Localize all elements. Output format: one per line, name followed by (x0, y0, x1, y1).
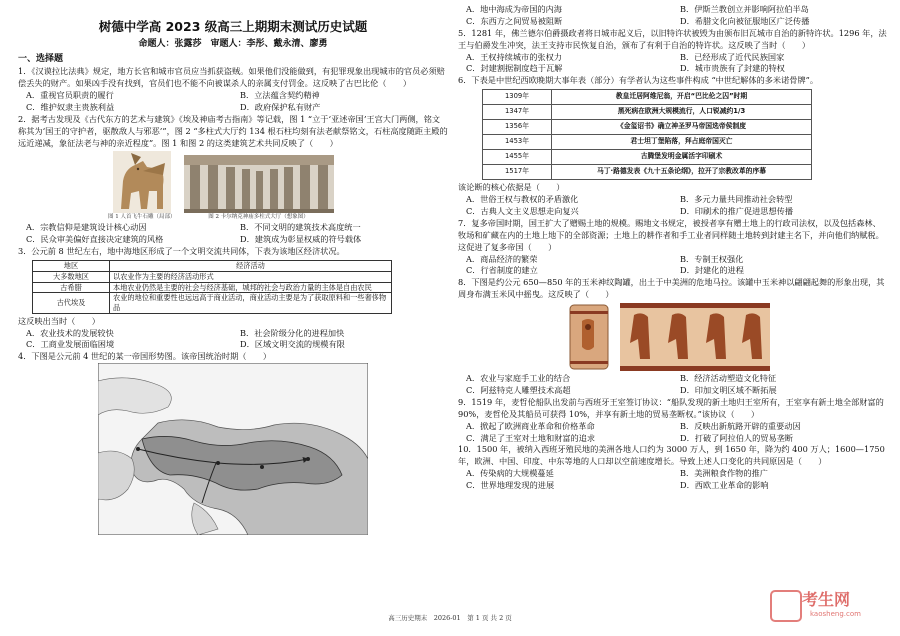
question-6-option-d: D．印刷术的推广促进思想传播 (680, 206, 794, 217)
question-7-option-a: A．商品经济的繁荣 (466, 253, 538, 264)
question-7-stem: 7．复多帝国时期，国王扩大了赠赐土地的规模。赐地文书规定，被授者享有赠土地上的行政司法权，以及包括森林、牧场和矿藏在内的土地上地下的全部资源；土地上的耕作者和手工业者同样随土地转到封建主名下，并向他们纳赋税。这促进了复多帝国（ ） (458, 217, 884, 252)
question-7-option-c: C．行省制度的建立 (466, 265, 538, 276)
table-row: 古希腊 本地农业仍然是主要的社会与经济基础，城邦的社会与政治力量的主体是自由农民 (33, 282, 392, 293)
table-header: 地区 (33, 261, 110, 272)
question-2-option-c: C．民众审美偏好直接决定建筑的风格 (26, 234, 164, 245)
question-8 (458, 277, 888, 397)
question-5 (458, 28, 888, 76)
economy-table (32, 260, 392, 314)
question-9-option-c: C．满足了王室对土地和财富的追求 (466, 432, 596, 443)
table-row: 1347年 黑死病在欧洲大规模流行，人口锐减约1/3 (483, 105, 812, 120)
question-3-stem: 3．公元前 8 世纪左右，地中海地区形成了一个文明交流共同体，下表为该地区经济状况。 (18, 246, 345, 257)
empire-map (98, 363, 368, 535)
question-4 (18, 351, 448, 535)
question-7 (458, 218, 888, 277)
watermark-logo-icon (770, 590, 802, 622)
question-4-option-b: B．伊斯兰教创立并影响阿拉伯半岛 (680, 4, 809, 14)
question-10-stem: 10．1500 年，被纳入西班牙殖民地的美洲各地人口约为 3000 万人，到 1650 年，降为约 400 万人；1600—1750 年，欧洲、中国、印度、中东等地的人口却以空前速度增长。导致上述人口变化的共同原因是（ ） (458, 444, 885, 467)
question-10-option-b: B．美洲粮食作物的推广 (680, 468, 768, 479)
question-1-stem: 1．《汉谟拉比法典》规定，地方长官和城市官员应当抓获盗贼。如果他们没能做到，有犯罪现象出现城市的官员必须赔偿丢失的财产。如果凶手没有找到，官员们也不能不向被谋杀人的亲属支付罚金。这反映了古巴比伦（ ） (18, 66, 445, 89)
exam-title: 树德中学高 2023 级高三上期期末测试历史试题 (98, 19, 368, 34)
maize-god-vase-image (568, 303, 610, 371)
table-row: 1517年 马丁·路德发表《九十五条论纲》，拉开了宗教改革的序幕 (483, 165, 812, 180)
question-3-option-b: B．社会阶级分化的进程加快 (240, 327, 345, 338)
question-8-option-c: C．阿兹特克人雕塑技术高超 (466, 385, 571, 396)
question-9-stem: 9．1519 年，麦哲伦船队出发前与西班牙王室签订协议：“船队发现的新土地归王室所有，王室享有新土地全部财富的 90%，麦哲伦及其船员可获得 10%，并享有新土地的贸易垄断权。”该协议（ ） (458, 396, 884, 419)
question-8-stem: 8．下图是约公元 650—850 年的玉米神纹陶罐，出土于中美洲的危地马拉。该罐中玉米神以翩翩起舞的形象出现，其周身布满玉米风中摇曳。这反映了（ ） (458, 277, 885, 300)
table-row: 1309年 教皇迁居阿维尼翁，开启“巴比伦之囚”时期 (483, 90, 812, 105)
question-5-stem: 5．1281 年，佛兰德尔伯爵摄政者将日城市起义后，以旧特许状被毁为由颁布旧瓦城市自治的新特许状。1296 年，法王与伯爵发生冲突，法王支持市民恢复自治，颁布了有利于自治的特许状。这反映了当时（ ） (458, 27, 887, 50)
figure-1-caption: 图 1 人首飞牛石雕（局部） (108, 214, 176, 221)
question-8-option-b: B．经济活动塑造文化特征 (680, 373, 777, 384)
question-8-option-a: A．农业与家庭手工业的结合 (466, 373, 571, 384)
question-4-stem: 4．下图是公元前 4 世纪的某一帝国形势图。该帝国统治时期（ ） (18, 351, 272, 362)
question-5-option-c: C．封建割据制度趋于瓦解 (466, 63, 563, 74)
left-column (18, 0, 448, 636)
figure-2-caption: 图 2 卡尔纳克神庙多柱式大厅（想象图） (208, 214, 309, 221)
section-heading: 一、选择题 (18, 54, 64, 65)
question-4-option-a: A．地中海成为帝国的内海 (466, 4, 562, 14)
table-row: 大多数地区 以农业作为主要的经济活动形式 (33, 271, 392, 282)
question-6-ask: 该论断的核心依据是（ ） (458, 182, 565, 193)
question-3-option-d: D．区域文明交流的规模有限 (240, 339, 345, 350)
question-10 (458, 444, 888, 492)
question-2-option-d: D．建筑成为彰显权威的符号载体 (240, 234, 362, 245)
question-2 (18, 114, 448, 246)
question-2-option-a: A．宗教信仰是建筑设计核心动因 (26, 222, 147, 233)
question-9-option-b: B．反映出新航路开辟的重要动因 (680, 420, 801, 431)
question-4-option-c: C．东西方之间贸易被阻断 (466, 15, 563, 26)
question-7-option-d: D．封建化的进程 (680, 265, 744, 276)
question-6-option-c: C．古典人文主义思想走向复兴 (466, 206, 579, 217)
question-6-option-a: A．世俗王权与教权的矛盾激化 (466, 194, 579, 205)
question-8-option-d: D．印加文明区域不断拓展 (680, 385, 777, 396)
right-column (458, 0, 888, 636)
table-row: 1455年 古腾堡发明金属活字印刷术 (483, 150, 812, 165)
table-row: 1356年 《金玺诏书》确立神圣罗马帝国选帝侯制度 (483, 120, 812, 135)
lamassu-statue-image (113, 151, 171, 213)
watermark-brand: 考生网 (802, 590, 851, 609)
question-2-stem: 2．据考古发现及《古代东方的艺术与建筑》《埃及神庙考古指南》等记载，图 1 “立于‘亚述帝国’王宫大门两侧，铭文称其为‘国王的守护者，驱散敌人与邪恶’”，图 2 “多柱式大厅约 134 根石柱均刻有法老献祭铭文，石柱高度随距主殿的远近递减，象征法老与神的亲近程度”。图 1 和图 2 的这类建筑艺术共同反映了（ ） (18, 113, 448, 148)
question-6 (458, 75, 888, 218)
question-3 (18, 246, 448, 351)
question-2-option-b: B．不同文明的建筑技术高度统一 (240, 222, 361, 233)
question-1-option-b: B．立法蕴含契约精神 (240, 90, 320, 100)
question-5-option-b: B．已经形成了近代民族国家 (680, 51, 785, 62)
question-6-option-b: B．多元力量共同推动社会转型 (680, 194, 793, 205)
question-1-option-d: D．政府保护私有财产 (240, 101, 321, 112)
question-3-ask: 这反映出当时（ ） (18, 315, 100, 326)
question-3-option-a: A．农业技术的发展较快 (26, 327, 114, 338)
question-4-options (458, 4, 888, 28)
watermark (766, 588, 886, 622)
question-9-option-a: A．掀起了欧洲商业革命和价格革命 (466, 420, 595, 431)
question-10-option-d: D．西欧工业革命的影响 (680, 480, 769, 491)
question-1-option-c: C．维护奴隶主贵族利益 (26, 101, 115, 112)
table-row: 古代埃及 农业的地位和重要性也远远高于商业活动，商业活动主要是为了获取原料和一些奢侈物品 (33, 293, 392, 313)
question-8-figures (568, 303, 888, 371)
question-5-option-d: D．城市贵族有了封建的特权 (680, 63, 785, 74)
watermark-domain: kaosheng.com (810, 610, 861, 618)
question-6-stem: 6．下表是中世纪西欧晚期大事年表（部分）有学者认为这些事件构成 “中世纪解体的多米诺骨牌”。 (458, 75, 819, 86)
question-10-option-a: A．传染病的大规模蔓延 (466, 468, 554, 479)
question-5-option-a: A．王权持续城市的张权力 (466, 51, 562, 62)
question-10-option-c: C．世界地理发现的进展 (466, 480, 555, 491)
events-table (482, 89, 812, 180)
question-7-option-b: B．专制王权强化 (680, 253, 744, 264)
question-1 (18, 66, 448, 114)
question-2-figures (108, 151, 448, 222)
maize-god-rollout-image (620, 303, 770, 371)
exam-authors: 命题人：张露莎 审题人：李彤、戴永清、廖勇 (138, 39, 328, 50)
karnak-hall-image (184, 155, 334, 213)
question-3-option-c: C．工商业发展面临困境 (26, 339, 115, 350)
question-1-option-a: A．重视官员职责的履行 (26, 90, 114, 100)
table-header: 经济活动 (110, 261, 392, 272)
question-9 (458, 397, 888, 445)
question-4-option-d: D．希腊文化向被征服地区广泛传播 (680, 15, 810, 26)
table-row: 1453年 君士坦丁堡陷落，拜占庭帝国灭亡 (483, 135, 812, 150)
page-footer: 高三历史期末 2026-01 第 1 页 共 2 页 (388, 614, 512, 622)
question-9-option-d: D．打破了阿拉伯人的贸易垄断 (680, 432, 794, 443)
